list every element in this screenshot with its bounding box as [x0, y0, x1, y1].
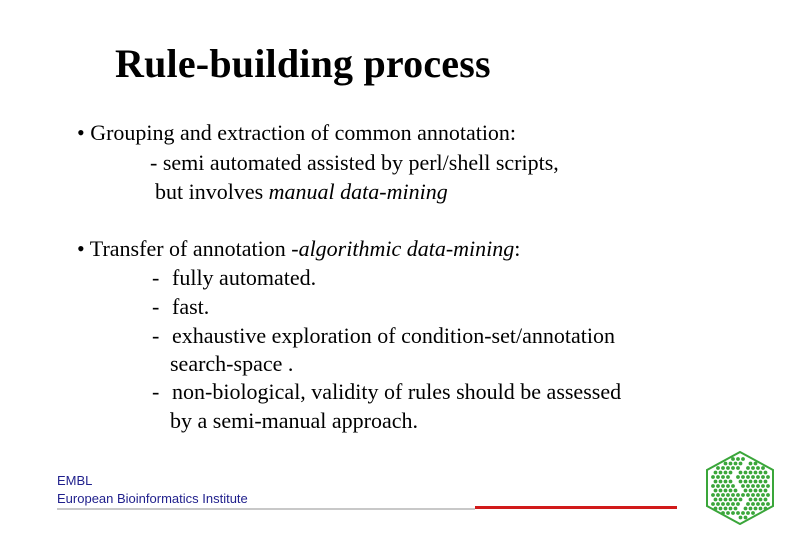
bullet-grouping-sub2-text: but involves [155, 179, 269, 204]
emblem-dot [746, 511, 750, 515]
emblem-dot [754, 471, 758, 475]
emblem-dot [749, 462, 753, 466]
emblem-dot [714, 498, 718, 502]
emblem-dot [731, 484, 735, 488]
emblem-dot [754, 462, 758, 466]
emblem-dot [751, 511, 755, 515]
emblem-dot [736, 466, 740, 470]
bullet-transfer-heading-italic: algorithmic data-mining [298, 236, 515, 261]
emblem-dot [726, 475, 730, 479]
emblem-dot [719, 498, 723, 502]
emblem-dot [746, 466, 750, 470]
emblem-dot [761, 466, 765, 470]
emblem-dot [756, 484, 760, 488]
emblem-dot [744, 489, 748, 493]
emblem-dot [761, 484, 765, 488]
emblem-dot [731, 466, 735, 470]
transfer-item-text: fast. [172, 294, 210, 319]
bullet-transfer-heading [77, 236, 520, 262]
footer-divider-grey [57, 508, 475, 510]
emblem-dot [756, 475, 760, 479]
emblem-dot [764, 471, 768, 475]
emblem-dot [711, 484, 715, 488]
emblem-dot [719, 480, 723, 484]
transfer-item-text: non-biological, validity of rules should be assessed [172, 379, 622, 404]
emblem-dot [739, 462, 743, 466]
emblem-dot [714, 471, 718, 475]
transfer-item-4-continuation: by a semi-manual approach. [170, 408, 419, 433]
emblem-dot [726, 511, 730, 515]
transfer-item-3-continuation: search-space . [170, 351, 294, 376]
emblem-dot [716, 466, 720, 470]
transfer-item-2 [152, 294, 209, 320]
emblem-dot [749, 471, 753, 475]
emblem-dot [736, 457, 740, 461]
emblem-dot [731, 457, 735, 461]
emblem-dot [729, 498, 733, 502]
emblem-dot [744, 471, 748, 475]
emblem-dot [744, 516, 748, 520]
emblem-dot [729, 489, 733, 493]
emblem-dot [761, 475, 765, 479]
emblem-dot [711, 475, 715, 479]
dash: - [152, 294, 160, 319]
emblem-dot [721, 511, 725, 515]
emblem-dot [746, 484, 750, 488]
emblem-dot [719, 507, 723, 511]
emblem-dot [741, 484, 745, 488]
emblem-dot [726, 466, 730, 470]
emblem-dot [751, 466, 755, 470]
emblem-dot [761, 502, 765, 506]
emblem-dot [756, 466, 760, 470]
emblem-dot [764, 507, 768, 511]
footer-org: EMBL [57, 473, 93, 488]
emblem-dot [716, 475, 720, 479]
emblem-dot [739, 471, 743, 475]
bullet-grouping-sub2-italic: manual data-mining [268, 179, 448, 204]
bullet-grouping-heading: • Grouping and extraction of common annotation: [77, 120, 517, 145]
emblem-dot [734, 462, 738, 466]
emblem-dot [734, 489, 738, 493]
emblem-dot [724, 471, 728, 475]
bullet-transfer-heading-text: • Transfer of annotation - [77, 236, 299, 261]
emblem-dot [724, 489, 728, 493]
emblem-dot [721, 502, 725, 506]
emblem-dot [754, 489, 758, 493]
emblem-dot [749, 480, 753, 484]
emblem-dot [721, 493, 725, 497]
emblem-dot [751, 475, 755, 479]
emblem-dot [729, 471, 733, 475]
emblem-dot [746, 475, 750, 479]
emblem-dot [714, 480, 718, 484]
dash: - [152, 379, 160, 404]
transfer-item-4 [152, 379, 621, 405]
emblem-dot [721, 475, 725, 479]
emblem-dot [759, 471, 763, 475]
emblem-dot [716, 484, 720, 488]
emblem-dot [764, 480, 768, 484]
emblem-dot [736, 511, 740, 515]
emblem-dot [719, 489, 723, 493]
emblem-dot [741, 493, 745, 497]
emblem-dot [756, 502, 760, 506]
emblem-dot [766, 502, 770, 506]
emblem-dot [754, 480, 758, 484]
emblem-dot [724, 507, 728, 511]
emblem-dot [754, 498, 758, 502]
emblem-dot [751, 484, 755, 488]
emblem-dot [739, 498, 743, 502]
emblem-dot [751, 502, 755, 506]
emblem-dot [739, 516, 743, 520]
emblem-dot [719, 471, 723, 475]
slide-title: Rule-building process [115, 41, 491, 86]
emblem-dot [744, 480, 748, 484]
emblem-dot [726, 484, 730, 488]
bullet-transfer-heading-suffix: : [514, 236, 521, 261]
emblem-dot [729, 480, 733, 484]
emblem-dot [766, 475, 770, 479]
emblem-dot [716, 493, 720, 497]
emblem-dot [736, 502, 740, 506]
emblem-dot [749, 507, 753, 511]
emblem-dot [721, 484, 725, 488]
emblem-dot [724, 498, 728, 502]
emblem-dot [756, 493, 760, 497]
emblem-dot [746, 502, 750, 506]
emblem-dot [731, 511, 735, 515]
emblem-dot [764, 489, 768, 493]
emblem-dot [726, 502, 730, 506]
embl-hexagon-emblem-icon [705, 451, 775, 525]
emblem-dot [759, 498, 763, 502]
emblem-dot [724, 462, 728, 466]
emblem-dot [741, 511, 745, 515]
emblem-dot [766, 493, 770, 497]
emblem-dot [726, 493, 730, 497]
emblem-dot [734, 498, 738, 502]
footer-divider-red [475, 506, 677, 509]
emblem-dot [721, 466, 725, 470]
transfer-item-text: exhaustive exploration of condition-set/annotation [172, 323, 615, 348]
bullet-grouping-sub1: - semi automated assisted by perl/shell scripts, [150, 150, 559, 175]
emblem-dot [736, 475, 740, 479]
emblem-dot [734, 507, 738, 511]
emblem-dot [731, 493, 735, 497]
emblem-dot [714, 507, 718, 511]
emblem-dot [744, 507, 748, 511]
bullet-grouping-sub2 [155, 179, 448, 205]
emblem-dot [761, 493, 765, 497]
emblem-dot [714, 489, 718, 493]
emblem-dot [751, 493, 755, 497]
emblem-dot [759, 480, 763, 484]
emblem-dot [739, 480, 743, 484]
emblem-dot [729, 507, 733, 511]
emblem-dot [749, 489, 753, 493]
emblem-dot [711, 502, 715, 506]
emblem-dot [729, 462, 733, 466]
emblem-dot [766, 484, 770, 488]
transfer-item-1 [152, 265, 316, 291]
emblem-dot [746, 493, 750, 497]
emblem-dot [711, 493, 715, 497]
emblem-dot [716, 502, 720, 506]
emblem-dot [759, 489, 763, 493]
dash: - [152, 323, 160, 348]
transfer-item-3 [152, 323, 615, 349]
emblem-dot [741, 457, 745, 461]
emblem-dot [724, 480, 728, 484]
footer-institute: European Bioinformatics Institute [57, 491, 248, 506]
emblem-dot [741, 475, 745, 479]
emblem-dot [736, 493, 740, 497]
emblem-dot [731, 502, 735, 506]
emblem-dot [759, 507, 763, 511]
emblem-dot [754, 507, 758, 511]
transfer-item-text: fully automated. [172, 265, 317, 290]
emblem-dot [764, 498, 768, 502]
emblem-dot [749, 498, 753, 502]
dash: - [152, 265, 160, 290]
